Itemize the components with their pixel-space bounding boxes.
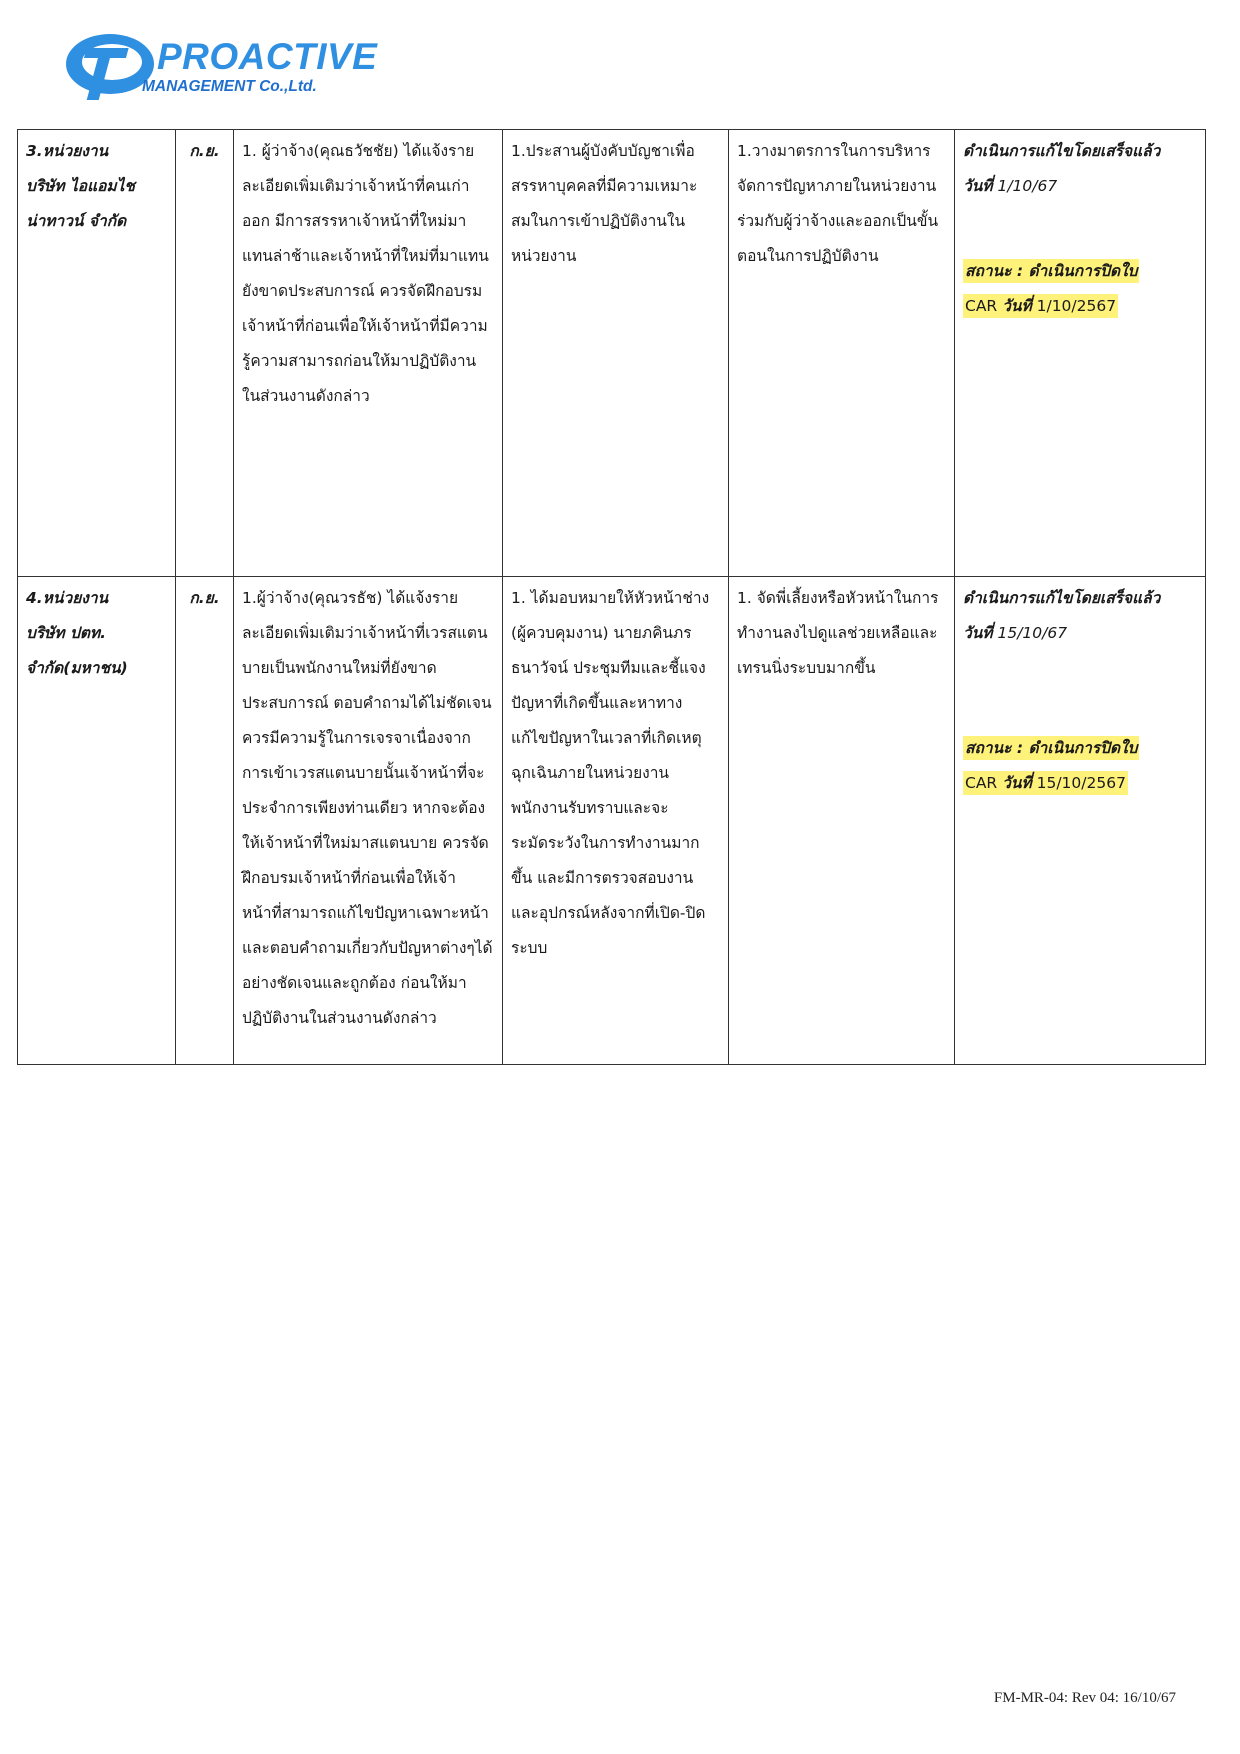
company-subtitle: MANAGEMENT Co.,Ltd. — [142, 78, 317, 95]
status-label: สถานะ : ดำเนินการปิดใบ — [965, 262, 1138, 280]
table-row — [18, 577, 1206, 1065]
company-logo — [62, 28, 378, 104]
car-label: CAR — [965, 774, 998, 792]
correction-cell: 1. ได้มอบหมายให้หัวหน้าช่าง (ผู้ควบคุมงาน) นายภคินภรธนาวัจน์ ประชุมทีมและชี้แจงปัญหาที่เกิดขึ้นและหาทางแก้ไขปัญหาในเวลาที่เกิดเหตุฉุกเฉินภายในหน่วยงาน พนักงานรับทราบและจะระมัดระวังในการทำงานมากขึ้น และมีการตรวจสอบงานและอุปกรณ์หลังจากที่เปิด-ปิดระบบ — [503, 577, 729, 1065]
document-code: FM-MR-04: Rev 04: 16/10/67 — [993, 1690, 1176, 1706]
prevention-cell: 1. จัดพี่เลี้ยงหรือหัวหน้าในการทำงานลงไปดูแลช่วยเหลือและเทรนนิ่งระบบมากขึ้น — [729, 577, 955, 1065]
car-table — [17, 129, 1206, 1065]
completed-date: วันที่ 15/10/67 — [963, 624, 1068, 642]
month-cell: ก.ย. — [176, 130, 234, 577]
status-highlight: สถานะ : ดำเนินการปิดใบ CAR วันที่ 15/10/2567 — [963, 731, 1197, 801]
status-highlight: สถานะ : ดำเนินการปิดใบ CAR วันที่ 1/10/2567 — [963, 254, 1197, 324]
unit-cell: 4.หน่วยงาน บริษัท ปตท. จำกัด(มหาชน) — [18, 577, 176, 1065]
car-label: CAR — [965, 297, 998, 315]
unit-cell: 3.หน่วยงาน บริษัท ไอแอมไช น่าทาวน์ จำกัด — [18, 130, 176, 577]
table-row — [18, 130, 1206, 577]
completed-date: วันที่ 1/10/67 — [963, 177, 1058, 195]
completed-text: ดำเนินการแก้ไขโดยเสร็จแล้ว — [963, 589, 1161, 607]
status-cell — [955, 577, 1206, 1065]
status-cell — [955, 130, 1206, 577]
status-label: สถานะ : ดำเนินการปิดใบ — [965, 739, 1138, 757]
month-cell: ก.ย. — [176, 577, 234, 1065]
car-date: 15/10/2567 — [1036, 774, 1126, 792]
correction-cell: 1.ประสานผู้บังคับบัญชาเพื่อสรรหาบุคคลที่มีความเหมาะสมในการเข้าปฏิบัติงานในหน่วยงาน — [503, 130, 729, 577]
prevention-cell: 1.วางมาตรการในการบริหารจัดการปัญหาภายในหน่วยงานร่วมกับผู้ว่าจ้างและออกเป็นขั้นตอนในการปฏิบัติงาน — [729, 130, 955, 577]
completed-text: ดำเนินการแก้ไขโดยเสร็จแล้ว — [963, 142, 1161, 160]
company-name: PROACTIVE — [157, 36, 378, 77]
issue-cell: 1. ผู้ว่าจ้าง(คุณธวัชชัย) ได้แจ้งรายละเอียดเพิ่มเติมว่าเจ้าหน้าที่คนเก่าออก มีการสรรหาเจ้าหน้าที่ใหม่มาแทนล่าช้าและเจ้าหน้าที่ใหม่ที่มาแทนยังขาดประสบการณ์ ควรจัดฝึกอบรมเจ้าหน้าที่ก่อนเพื่อให้เจ้าหน้าที่มีความรู้ความสามารถก่อนให้มาปฏิบัติงานในส่วนงานดังกล่าว — [234, 130, 503, 577]
car-date: 1/10/2567 — [1036, 297, 1117, 315]
issue-cell: 1.ผู้ว่าจ้าง(คุณวรธัช) ได้แจ้งรายละเอียดเพิ่มเติมว่าเจ้าหน้าที่เวรสแตนบายเป็นพนักงานใหม่ที่ยังขาดประสบการณ์ ตอบคำถามได้ไม่ชัดเจนควรมีความรู้ในการเจรจาเนื่องจากการเข้าเวรสแตนบายนั้นเจ้าหน้าที่จะประจำการเพียงท่านเดียว หากจะต้องให้เจ้าหน้าที่ใหม่มาสแตนบาย ควรจัดฝึกอบรมเจ้าหน้าที่ก่อนเพื่อให้เจ้าหน้าที่สามารถแก้ไขปัญหาเฉพาะหน้า และตอบคำถามเกี่ยวกับปัญหาต่างๆได้อย่างชัดเจนและถูกต้อง ก่อนให้มาปฏิบัติงานในส่วนงานดังกล่าว — [234, 577, 503, 1065]
